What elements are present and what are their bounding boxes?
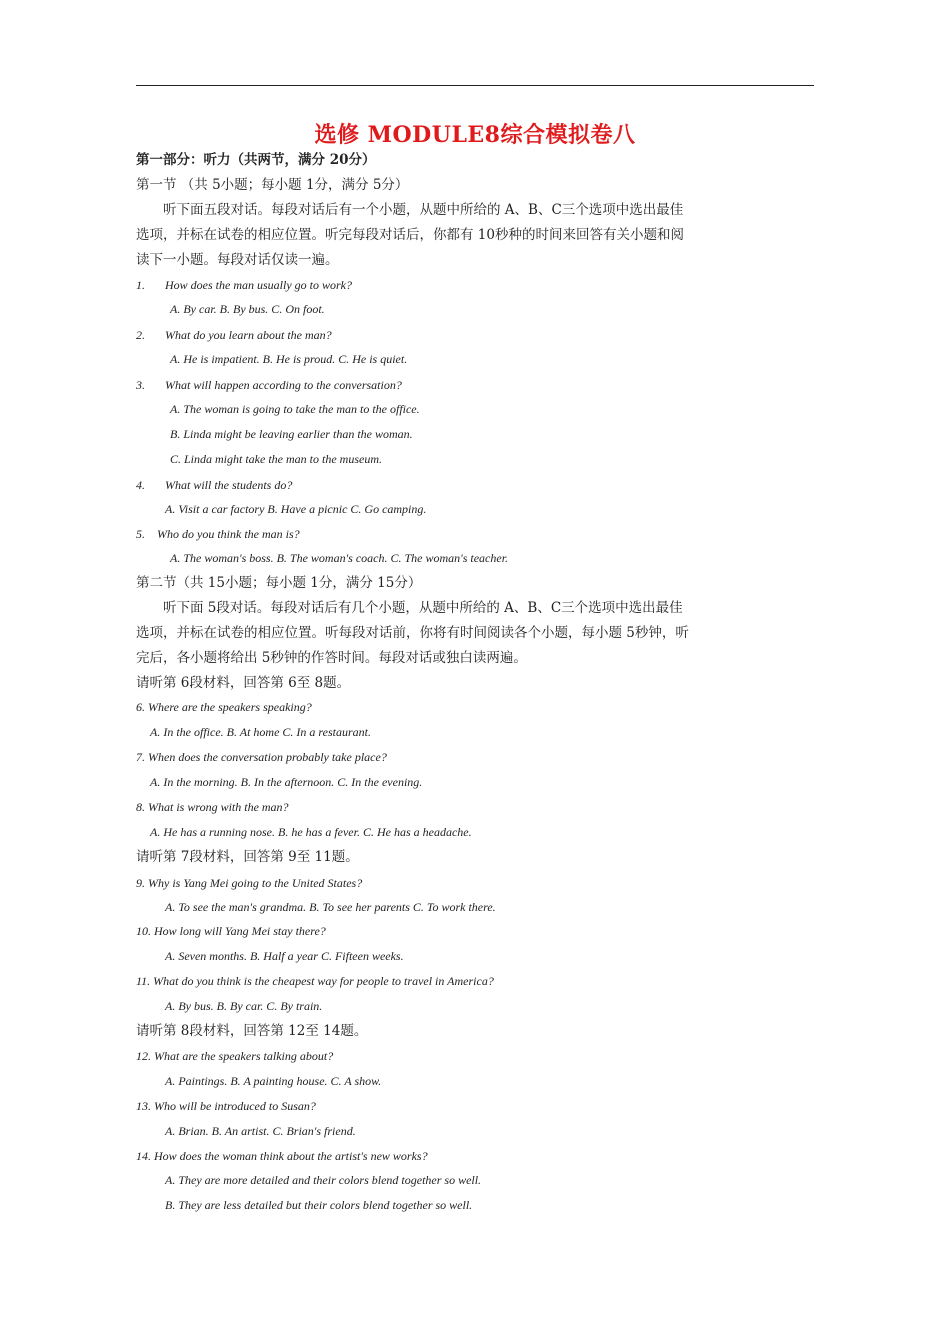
question-text: What do you learn about the man? <box>165 328 332 342</box>
answer-option: B. Linda might be leaving earlier than the woman. <box>170 427 413 441</box>
header-rule <box>136 85 814 86</box>
answer-option: A. They are more detailed and their colors blend together so well. <box>165 1173 482 1187</box>
question-text: 11. What do you think is the cheapest way for people to travel in America? <box>136 974 494 988</box>
answer-option: B. They are less detailed but their colors blend together so well. <box>165 1198 473 1212</box>
answer-options: A. Visit a car factory B. Have a picnic C. Go camping. <box>165 502 427 516</box>
question-text: 14. How does the woman think about the artist's new works? <box>136 1149 428 1163</box>
answer-options: A. Paintings. B. A painting house. C. A show. <box>165 1074 382 1088</box>
question-text: What will the students do? <box>165 478 293 492</box>
answer-options: A. Seven months. B. Half a year C. Fifteen weeks. <box>165 949 404 963</box>
part1-heading: 第一部分：听力（共两节，满分 20分） <box>136 152 376 168</box>
question-text: Who do you think the man is? <box>157 527 300 541</box>
page-title: 选修 MODULE8综合模拟卷八 <box>314 122 636 148</box>
question-text: 8. What is wrong with the man? <box>136 800 289 814</box>
question-number: 2. <box>136 328 145 342</box>
question-number: 5. <box>136 527 145 541</box>
question-text: How does the man usually go to work? <box>165 278 352 292</box>
question-text: 10. How long will Yang Mei stay there? <box>136 924 326 938</box>
section2-heading: 第二节（共 15小题；每小题 1分，满分 15分） <box>136 575 422 591</box>
answer-options: A. By car. B. By bus. C. On foot. <box>170 302 325 316</box>
section1-heading: 第一节 （共 5小题；每小题 1分，满分 5分） <box>136 177 409 193</box>
answer-options: A. Brian. B. An artist. C. Brian's friend. <box>165 1124 356 1138</box>
group-prompt: 请听第 8段材料，回答第 12至 14题。 <box>136 1023 368 1039</box>
answer-option: A. The woman is going to take the man to the office. <box>170 402 420 416</box>
answer-options: A. By bus. B. By car. C. By train. <box>165 999 323 1013</box>
section2-instructions: 听下面 5段对话。每段对话后有几个小题，从题中所给的 A、B、C三个选项中选出最佳选项，并标在试卷的相应位置。听每段对话前，你将有时间阅读各个小题，每小题 5秒钟，听完后，各小题将给出 5秒钟的作答时间。每段对话或独白读两遍。 <box>136 600 689 666</box>
question-text: 7. When does the conversation probably take place? <box>136 750 387 764</box>
answer-options: A. He has a running nose. B. he has a fever. C. He has a headache. <box>150 825 472 839</box>
question-text: 6. Where are the speakers speaking? <box>136 700 312 714</box>
question-text: What will happen according to the conversation? <box>165 378 402 392</box>
question-number: 1. <box>136 278 145 292</box>
question-number: 4. <box>136 478 145 492</box>
group-prompt: 请听第 7段材料，回答第 9至 11题。 <box>136 849 359 865</box>
answer-options: A. In the morning. B. In the afternoon. C. In the evening. <box>150 775 423 789</box>
question-text: 13. Who will be introduced to Susan? <box>136 1099 316 1113</box>
answer-options: A. The woman's boss. B. The woman's coach. C. The woman's teacher. <box>170 551 509 565</box>
answer-option: C. Linda might take the man to the museum. <box>170 452 382 466</box>
question-text: 12. What are the speakers talking about? <box>136 1049 334 1063</box>
section1-instructions: 听下面五段对话。每段对话后有一个小题，从题中所给的 A、B、C三个选项中选出最佳选项，并标在试卷的相应位置。听完每段对话后，你都有 10秒种的时间来回答有关小题和阅读下一小题。每段对话仅读一遍。 <box>136 202 684 268</box>
answer-options: A. In the office. B. At home C. In a restaurant. <box>150 725 371 739</box>
group-prompt: 请听第 6段材料，回答第 6至 8题。 <box>136 675 351 691</box>
question-number: 3. <box>136 378 145 392</box>
question-text: 9. Why is Yang Mei going to the United States? <box>136 876 363 890</box>
answer-options: A. He is impatient. B. He is proud. C. He is quiet. <box>170 352 408 366</box>
answer-options: A. To see the man's grandma. B. To see her parents C. To work there. <box>165 900 496 914</box>
